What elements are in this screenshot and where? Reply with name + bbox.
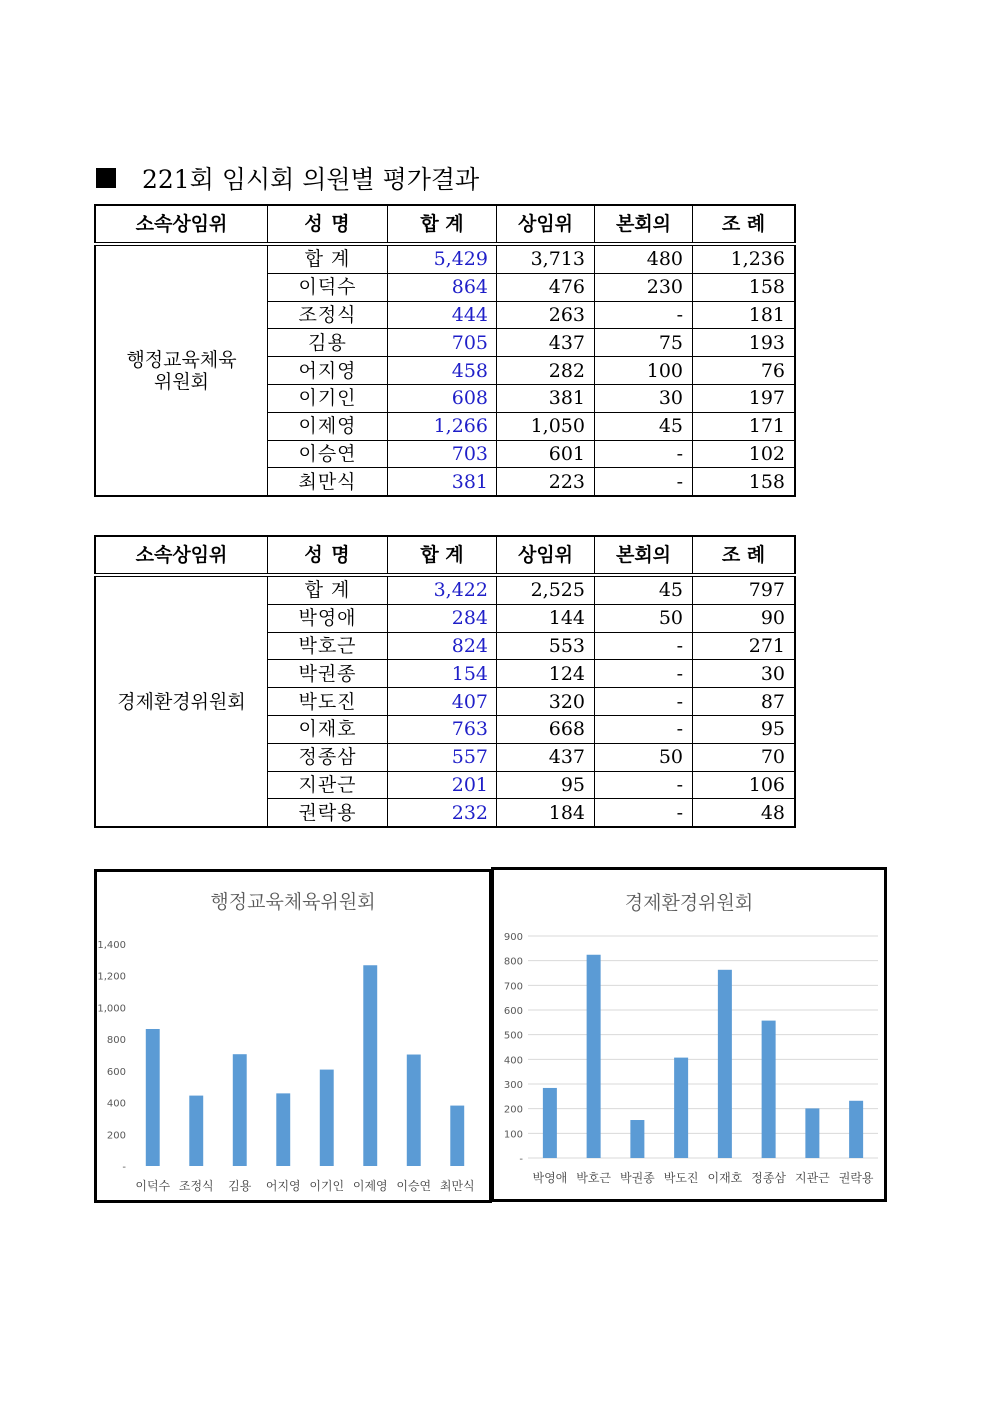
member-name-cell: 김용 [268,329,388,357]
bon-cell: 50 [595,743,693,771]
header-jo: 조 례 [693,536,796,575]
chart-title: 경제환경위원회 [624,892,754,914]
bar [276,1093,290,1166]
sang-cell: 437 [497,329,595,357]
category-label: 박도진 [663,1171,699,1185]
y-tick-label: 1,000 [97,1003,126,1015]
category-label: 어지영 [265,1179,301,1193]
member-name-cell: 이기인 [268,384,388,412]
member-name-cell: 최만식 [268,468,388,496]
bar [718,970,732,1158]
total-cell: 705 [388,329,497,357]
bar [320,1070,334,1166]
committee-table-admin [94,204,796,497]
total-cell: 824 [388,632,497,660]
chart-economy-committee [491,867,887,1202]
page-title-text: 221회 임시회 의원별 평가결과 [142,165,480,194]
bon-cell: 75 [595,329,693,357]
category-label: 이재호 [707,1171,743,1185]
bar [805,1108,819,1158]
total-cell: 154 [388,660,497,688]
sang-cell: 437 [497,743,595,771]
member-name-cell: 정종삼 [268,743,388,771]
y-tick-label: 400 [106,1098,126,1110]
category-label: 정종삼 [751,1171,787,1185]
member-name-cell: 합 계 [268,575,388,604]
member-name-cell: 어지영 [268,357,388,385]
sang-cell: 223 [497,468,595,496]
jo-cell: 48 [693,799,796,827]
y-tick-label: 400 [503,1055,523,1067]
bar [450,1106,464,1166]
jo-cell: 106 [693,771,796,799]
y-tick-label: 1,200 [97,971,126,983]
total-cell: 232 [388,799,497,827]
member-name-cell: 합 계 [268,244,388,273]
sang-cell: 601 [497,440,595,468]
header-bon: 본회의 [595,205,693,244]
y-tick-label: 300 [503,1080,523,1091]
jo-cell: 158 [693,273,796,301]
jo-cell: 271 [693,632,796,660]
bar [543,1088,557,1158]
member-name-cell: 조정식 [268,301,388,329]
y-tick-label: 200 [503,1104,523,1116]
jo-cell: 76 [693,357,796,385]
sang-cell: 668 [497,715,595,743]
bar [587,955,601,1158]
chart-title: 행정교육체육위원회 [210,891,376,913]
header-name: 성 명 [268,205,388,244]
bar [189,1096,203,1166]
jo-cell: 181 [693,301,796,329]
jo-cell: 197 [693,384,796,412]
jo-cell: 30 [693,660,796,688]
bon-cell: - [595,688,693,716]
member-name-cell: 이제영 [268,412,388,440]
y-tick-label: 1,400 [97,940,126,951]
category-label: 이제영 [352,1179,388,1193]
y-tick-label: - [122,1162,126,1173]
header-committee: 소속상임위 [95,536,268,575]
category-label: 이승연 [396,1179,432,1193]
category-label: 권락용 [838,1171,874,1185]
total-cell: 284 [388,604,497,632]
jo-cell: 171 [693,412,796,440]
sang-cell: 184 [497,799,595,827]
jo-cell: 158 [693,468,796,496]
total-cell: 763 [388,715,497,743]
y-tick-label: 800 [503,956,523,968]
bar [762,1021,776,1158]
header-total: 합 계 [388,205,497,244]
category-label: 김용 [228,1179,252,1193]
category-label: 박호근 [576,1171,612,1185]
table-header-row [95,536,795,575]
header-bon: 본회의 [595,536,693,575]
bon-cell: 100 [595,357,693,385]
category-label: 박권종 [619,1171,655,1185]
bon-cell: - [595,468,693,496]
header-jo: 조 례 [693,205,796,244]
sang-cell: 3,713 [497,244,595,273]
committee-table-economy [94,535,796,828]
jo-cell: 102 [693,440,796,468]
y-tick-label: 500 [503,1030,523,1042]
total-cell: 407 [388,688,497,716]
bon-cell: 50 [595,604,693,632]
total-cell: 608 [388,384,497,412]
member-name-cell: 박호근 [268,632,388,660]
sang-cell: 124 [497,660,595,688]
category-label: 이기인 [309,1179,345,1193]
y-tick-label: 100 [503,1129,523,1141]
sang-cell: 320 [497,688,595,716]
bon-cell: - [595,440,693,468]
y-tick-label: 600 [106,1066,126,1078]
committee-cell: 행정교육체육 위원회 [95,244,268,496]
header-name: 성 명 [268,536,388,575]
y-tick-label: 800 [106,1035,126,1047]
sang-cell: 282 [497,357,595,385]
jo-cell: 193 [693,329,796,357]
bar [849,1101,863,1158]
jo-cell: 797 [693,575,796,604]
category-label: 조정식 [178,1179,214,1193]
total-cell: 444 [388,301,497,329]
sang-cell: 95 [497,771,595,799]
total-cell: 703 [388,440,497,468]
member-name-cell: 권락용 [268,799,388,827]
sang-cell: 381 [497,384,595,412]
bon-cell: - [595,632,693,660]
jo-cell: 95 [693,715,796,743]
bar [630,1120,644,1158]
bon-cell: - [595,301,693,329]
total-cell: 458 [388,357,497,385]
total-cell: 864 [388,273,497,301]
total-cell: 201 [388,771,497,799]
bar [233,1054,247,1166]
bon-cell: - [595,771,693,799]
sang-cell: 263 [497,301,595,329]
bar [363,965,377,1166]
bon-cell: - [595,715,693,743]
bon-cell: - [595,799,693,827]
bon-cell: 45 [595,575,693,604]
category-label: 이덕수 [135,1179,171,1193]
member-name-cell: 박영애 [268,604,388,632]
square-bullet-icon [96,168,116,188]
table-row [95,244,795,273]
chart-svg [97,872,489,1200]
chart-svg [494,870,884,1199]
table-row [95,575,795,604]
sang-cell: 553 [497,632,595,660]
header-sang: 상임위 [497,205,595,244]
category-label: 최만식 [439,1179,475,1193]
bon-cell: - [595,660,693,688]
sang-cell: 476 [497,273,595,301]
member-name-cell: 지관근 [268,771,388,799]
table-header-row [95,205,795,244]
bar [674,1058,688,1158]
sang-cell: 2,525 [497,575,595,604]
committee-cell: 경제환경위원회 [95,575,268,827]
bon-cell: 480 [595,244,693,273]
bar [407,1055,421,1166]
bon-cell: 45 [595,412,693,440]
member-name-cell: 박도진 [268,688,388,716]
sang-cell: 144 [497,604,595,632]
member-name-cell: 박권종 [268,660,388,688]
y-tick-label: 700 [503,981,523,993]
category-label: 지관근 [794,1171,830,1185]
y-tick-label: 900 [503,932,523,943]
bon-cell: 230 [595,273,693,301]
jo-cell: 90 [693,604,796,632]
jo-cell: 1,236 [693,244,796,273]
member-name-cell: 이재호 [268,715,388,743]
y-tick-label: 200 [106,1130,126,1142]
total-cell: 3,422 [388,575,497,604]
member-name-cell: 이덕수 [268,273,388,301]
jo-cell: 87 [693,688,796,716]
member-name-cell: 이승연 [268,440,388,468]
total-cell: 557 [388,743,497,771]
header-total: 합 계 [388,536,497,575]
chart-admin-committee [94,869,492,1203]
total-cell: 381 [388,468,497,496]
header-sang: 상임위 [497,536,595,575]
y-tick-label: 600 [503,1006,523,1017]
jo-cell: 70 [693,743,796,771]
total-cell: 5,429 [388,244,497,273]
header-committee: 소속상임위 [95,205,268,244]
sang-cell: 1,050 [497,412,595,440]
y-tick-label: - [519,1154,523,1165]
total-cell: 1,266 [388,412,497,440]
bar [146,1029,160,1166]
page-title [96,160,479,196]
bon-cell: 30 [595,384,693,412]
category-label: 박영애 [532,1171,568,1185]
